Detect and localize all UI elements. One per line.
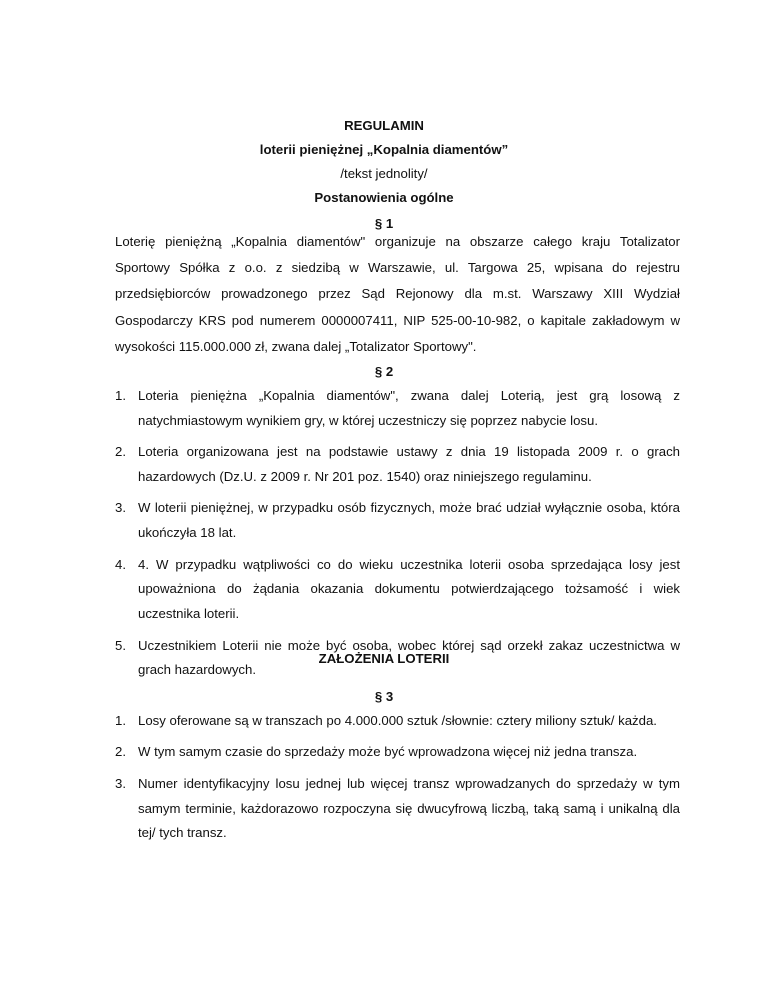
list-item-text: Loteria pieniężna „Kopalnia diamentów", zwana dalej Loterią, jest grą losową z natychmiastowym wynikiem gry, w której uczestniczy się poprzez nabycie losu. [138,388,680,428]
list-item-number: 3. [115,500,126,516]
list-item [115,772,680,846]
document-note: /tekst jednolity/ [340,166,428,181]
paragraph-3-list [115,709,680,853]
list-item [115,740,680,765]
list-item-text: Uczestnikiem Loterii nie może być osoba, wobec której sąd orzekł zakaz uczestnictwa w grach hazardowych. [138,637,680,678]
list-item-number: 5. [115,637,126,653]
section-title-general: Postanowienia ogólne [314,190,454,205]
list-item [115,440,680,490]
paragraph-2-heading: § 2 [374,364,394,379]
list-item-number: 1. [115,713,126,728]
list-item-text: 4. W przypadku wątpliwości co do wieku uczestnika loterii osoba sprzedająca losy jest upoważniona do żądania okazania dokumentu potwierdzającego tożsamość i wiek uczestnika loterii. [138,556,680,622]
list-item-number: 3. [115,775,126,791]
list-item [115,553,680,627]
list-item-text: Loteria organizowana jest na podstawie ustawy z dnia 19 listopada 2009 r. o grach hazardowych (Dz.U. z 2009 r. Nr 201 poz. 1540) oraz niniejszego regulaminu. [138,444,680,484]
list-item-number: 4. [115,556,126,572]
list-item [115,709,680,734]
paragraph-2-list [115,384,680,690]
paragraph-1-text: Loterię pieniężną „Kopalnia diamentów" organizuje na obszarze całego kraju Totalizator Sportowy Spółka z o.o. z siedzibą w Warszawie, ul. Targowa 25, wpisana do rejestru przedsiębiorców prowadzonego przez Sąd Rejonowy dla m.st. Warszawy XIII Wydział Gospodarczy KRS pod numerem 0000007411, NIP 525-00-10-982, o kapitale zakładowym w wysokości 115.000.000 zł, zwana dalej „Totalizator Sportowy". [115,234,680,354]
list-item-text: W tym samym czasie do sprzedaży może być wprowadzona więcej niż jedna transza. [138,744,638,760]
list-item [115,496,680,546]
list-item-text: W loterii pieniężnej, w przypadku osób fizycznych, może brać udział wyłącznie osoba, która ukończyła 18 lat. [138,500,680,541]
section-title-assumptions: ZAŁOŻENIA LOTERII [318,651,450,666]
document-title: REGULAMIN [344,118,424,133]
list-item [115,384,680,434]
list-item-text: Numer identyfikacyjny losu jednej lub więcej transz wprowadzanych do sprzedaży w tym samym terminie, każdorazowo rozpoczyna się dwucyfrową liczbą, taką samą i unikalną dla tej/ tych transz. [138,775,680,841]
paragraph-3-heading: § 3 [374,689,394,704]
document-subtitle: loterii pieniężnej „Kopalnia diamentów” [259,142,509,157]
list-item-number: 2. [115,444,126,460]
list-item-text: Losy oferowane są w transzach po 4.000.000 sztuk /słownie: cztery miliony sztuk/ każda. [138,713,657,728]
paragraph-1-heading: § 1 [374,216,394,231]
list-item-number: 2. [115,744,126,760]
list-item-number: 1. [115,388,126,403]
